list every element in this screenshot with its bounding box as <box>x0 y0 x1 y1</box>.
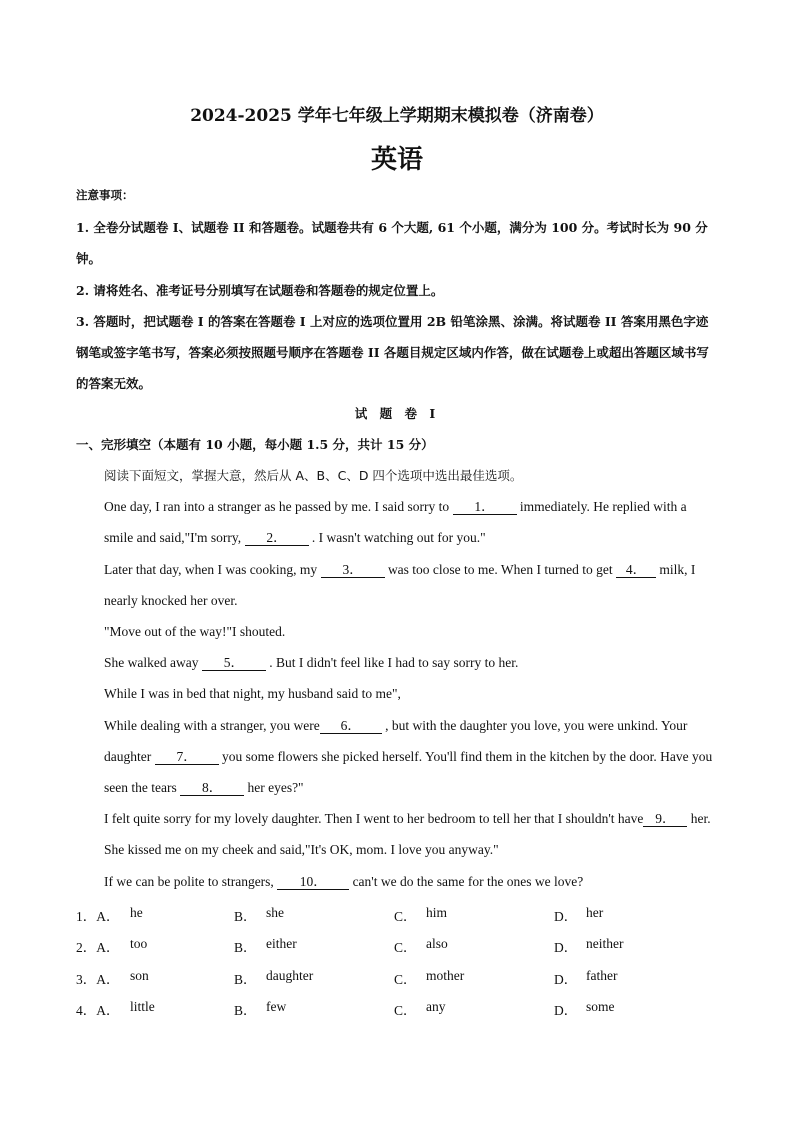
option-b: few <box>266 998 287 1014</box>
question-number: 1．A． <box>76 909 120 924</box>
passage-paragraph-3: "Move out of the way!"I shouted. <box>104 624 286 640</box>
passage-paragraph-7: I felt quite sorry for my lovely daughter. Then I went to her bedroom to tell her that I shouldn't have 9． her. She kissed me on my cheek and said,"It's OK, mom. I love you anyway." <box>104 811 711 858</box>
option-b: she <box>266 905 284 920</box>
option-c-label: C． <box>394 971 417 987</box>
blank-7: 7． <box>155 749 219 765</box>
option-row-1 <box>76 905 716 936</box>
option-c: any <box>426 998 446 1014</box>
option-d: father <box>586 967 618 983</box>
option-b-label: B． <box>234 1002 257 1018</box>
subject-title: 英语 <box>370 145 423 175</box>
option-c: mother <box>426 967 465 983</box>
option-b-label: B． <box>234 940 257 956</box>
option-d: some <box>586 998 615 1014</box>
notice-item-1: 1. 全卷分试题卷 I、试题卷 II 和答题卷。试题卷共有 6 个大题, 61 个小题，满分为 100 分。考试时长为 90 分钟。 <box>76 220 708 267</box>
blank-5: 5． <box>202 655 266 671</box>
passage-paragraph-2: Later that day, when I was cooking, my 3． was too close to me. When I turned to get 4． milk, I nearly knocked her over. <box>104 561 696 608</box>
question-number: 3．A． <box>76 971 120 987</box>
option-d-label: D． <box>554 940 578 956</box>
option-row-3 <box>76 968 716 999</box>
option-b-label: B． <box>234 909 257 924</box>
passage-paragraph-6: While dealing with a stranger, you were 6． , but with the daughter you love, you were unkind. Your daughter 7． you some flowers she picked herself. You'll find them in the kitchen by the door. Have you seen the tears 8． her eyes?" <box>104 717 713 796</box>
option-d: neither <box>586 936 624 952</box>
option-d: her <box>586 905 604 920</box>
blank-10: 10． <box>277 874 349 890</box>
blank-1: 1． <box>453 499 517 515</box>
notice-item-3: 3. 答题时，把试题卷 I 的答案在答题卷 I 上对应的选项位置用 2B 铅笔涂黑、涂满。将试题卷 II 答案用黑色字迹钢笔或签字笔书写，答案必须按照题号顺序在答题卷 II 各题目规定区域内作答，做在试题卷上或超出答题区域书写的答案无效。 <box>76 313 709 392</box>
blank-6: 6． <box>320 718 382 734</box>
option-c-label: C． <box>394 1002 417 1018</box>
option-row-4 <box>76 999 716 1030</box>
blank-3: 3． <box>321 562 385 578</box>
option-d-label: D． <box>554 971 578 987</box>
options-list <box>76 905 716 1030</box>
blank-4: 4． <box>616 562 656 578</box>
option-a: too <box>130 936 148 952</box>
option-c: also <box>426 936 448 952</box>
passage-paragraph-5: While I was in bed that night, my husband said to me", <box>104 686 401 702</box>
passage-paragraph-4: She walked away 5． . But I didn't feel like I had to say sorry to her. <box>104 655 519 671</box>
option-a: little <box>130 998 155 1014</box>
passage-paragraph-8: If we can be polite to strangers, 10． can't we do the same for the ones we love? <box>104 873 584 889</box>
notice-item-2: 2. 请将姓名、准考证号分别填写在试题卷和答题卷的规定位置上。 <box>76 282 444 298</box>
cloze-passage <box>76 460 716 897</box>
question-number: 2．A． <box>76 940 120 956</box>
part-title: 一、完形填空（本题有 10 小题，每小题 1.5 分，共计 15 分） <box>76 437 434 452</box>
option-b: either <box>266 936 297 952</box>
blank-8: 8． <box>180 780 244 796</box>
blank-9: 9． <box>643 811 687 827</box>
question-number: 4．A． <box>76 1002 120 1018</box>
option-d-label: D． <box>554 1002 578 1018</box>
section-title: 试 题 卷 I <box>354 406 440 421</box>
option-row-2 <box>76 936 716 967</box>
notice-heading: 注意事项： <box>76 188 134 202</box>
option-c: him <box>426 905 448 920</box>
option-c-label: C． <box>394 909 417 924</box>
option-c-label: C． <box>394 940 417 956</box>
option-a: he <box>130 905 143 920</box>
option-d-label: D． <box>554 909 578 924</box>
instruction-text: 阅读下面短文，掌握大意，然后从 A、B、C、D 四个选项中选出最佳选项。 <box>104 468 523 483</box>
option-a: son <box>130 967 149 983</box>
exam-title: 2024-2025 学年七年级上学期期末模拟卷（济南卷） <box>190 106 604 126</box>
passage-paragraph-1: One day, I ran into a stranger as he passed by me. I said sorry to 1． immediately. He replied with a smile and said,"I'm sorry, 2． . I wasn't watching out for you." <box>104 499 687 546</box>
blank-2: 2． <box>245 530 309 546</box>
option-b-label: B． <box>234 971 257 987</box>
option-b: daughter <box>266 967 314 983</box>
notice-list <box>76 212 714 400</box>
